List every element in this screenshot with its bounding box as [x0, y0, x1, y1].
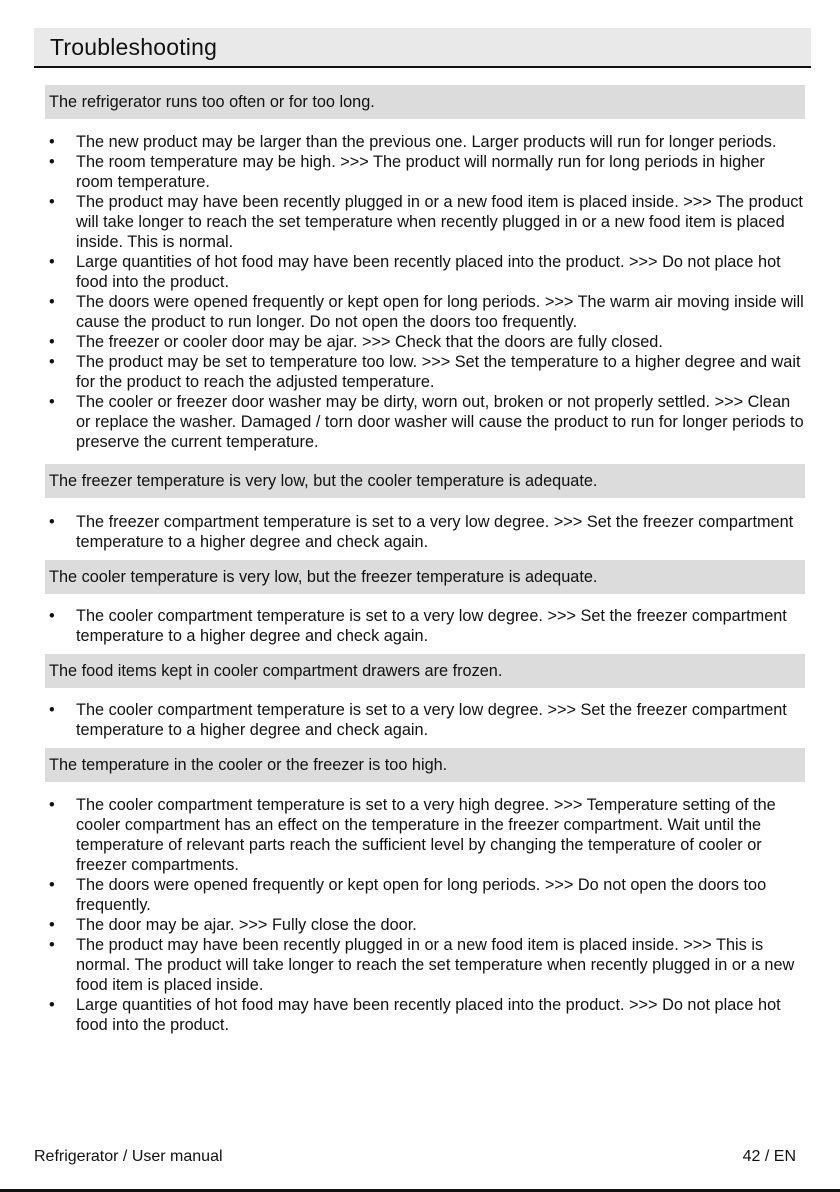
section-title-drawers-frozen: The food items kept in cooler compartment drawers are frozen. [45, 654, 805, 688]
section-title-freezer-too-low: The freezer temperature is very low, but the cooler temperature is adequate. [45, 464, 805, 498]
section-list-runs-too-long [45, 132, 805, 452]
section-list-temperature-too-high [45, 795, 805, 1035]
manual-name: Refrigerator / User manual [34, 1148, 223, 1165]
section-title-cooler-too-low: The cooler temperature is very low, but the freezer temperature is adequate. [45, 560, 805, 594]
troubleshooting-content [45, 85, 805, 1035]
list-item: • Large quantities of hot food may have been recently placed into the product. >>> Do not place hot food into the product. [45, 252, 805, 292]
page-header [34, 28, 811, 68]
list-item: • The product may be set to temperature too low. >>> Set the temperature to a higher degree and wait for the product to reach the adjusted temperature. [45, 352, 805, 392]
page-number: 42 / EN [742, 1148, 796, 1165]
list-item: • The freezer compartment temperature is set to a very low degree. >>> Set the freezer compartment temperature to a higher degree and check again. [45, 512, 805, 552]
section-list-drawers-frozen [45, 700, 805, 740]
list-item: • The cooler compartment temperature is set to a very low degree. >>> Set the freezer compartment temperature to a higher degree and check again. [45, 606, 805, 646]
list-item: • The cooler or freezer door washer may be dirty, worn out, broken or not properly settled. >>> Clean or replace the washer. Damaged / torn door washer will cause the product to run for longer periods to preserve the current temperature. [45, 392, 805, 452]
list-item: • The product may have been recently plugged in or a new food item is placed inside. >>> This is normal. The product will take longer to reach the set temperature when recently plugged in or a new food item is placed inside. [45, 935, 805, 995]
list-item: • The freezer or cooler door may be ajar. >>> Check that the doors are fully closed. [45, 332, 805, 352]
list-item: • The doors were opened frequently or kept open for long periods. >>> The warm air moving inside will cause the product to run longer. Do not open the doors too frequently. [45, 292, 805, 332]
list-item: • Large quantities of hot food may have been recently placed into the product. >>> Do not place hot food into the product. [45, 995, 805, 1035]
section-list-cooler-too-low [45, 606, 805, 646]
section-title-temperature-too-high: The temperature in the cooler or the freezer is too high. [45, 748, 805, 782]
page-title: Troubleshooting [50, 34, 218, 60]
list-item: • The door may be ajar. >>> Fully close the door. [45, 915, 805, 935]
list-item: • The doors were opened frequently or kept open for long periods. >>> Do not open the doors too frequently. [45, 875, 805, 915]
section-list-freezer-too-low [45, 512, 805, 552]
list-item: • The room temperature may be high. >>> The product will normally run for long periods in higher room temperature. [45, 152, 805, 192]
section-title-runs-too-long: The refrigerator runs too often or for too long. [45, 85, 805, 119]
list-item: • The cooler compartment temperature is set to a very low degree. >>> Set the freezer compartment temperature to a higher degree and check again. [45, 700, 805, 740]
list-item: • The cooler compartment temperature is set to a very high degree. >>> Temperature setting of the cooler compartment has an effect on the temperature in the freezer compartment. Wait until the temperature of relevant parts reach the sufficient level by changing the temperature of cooler or freezer compartments. [45, 795, 805, 875]
list-item: • The new product may be larger than the previous one. Larger products will run for longer periods. [45, 132, 805, 152]
list-item: • The product may have been recently plugged in or a new food item is placed inside. >>> The product will take longer to reach the set temperature when recently plugged in or a new food item is placed inside. This is normal. [45, 192, 805, 252]
